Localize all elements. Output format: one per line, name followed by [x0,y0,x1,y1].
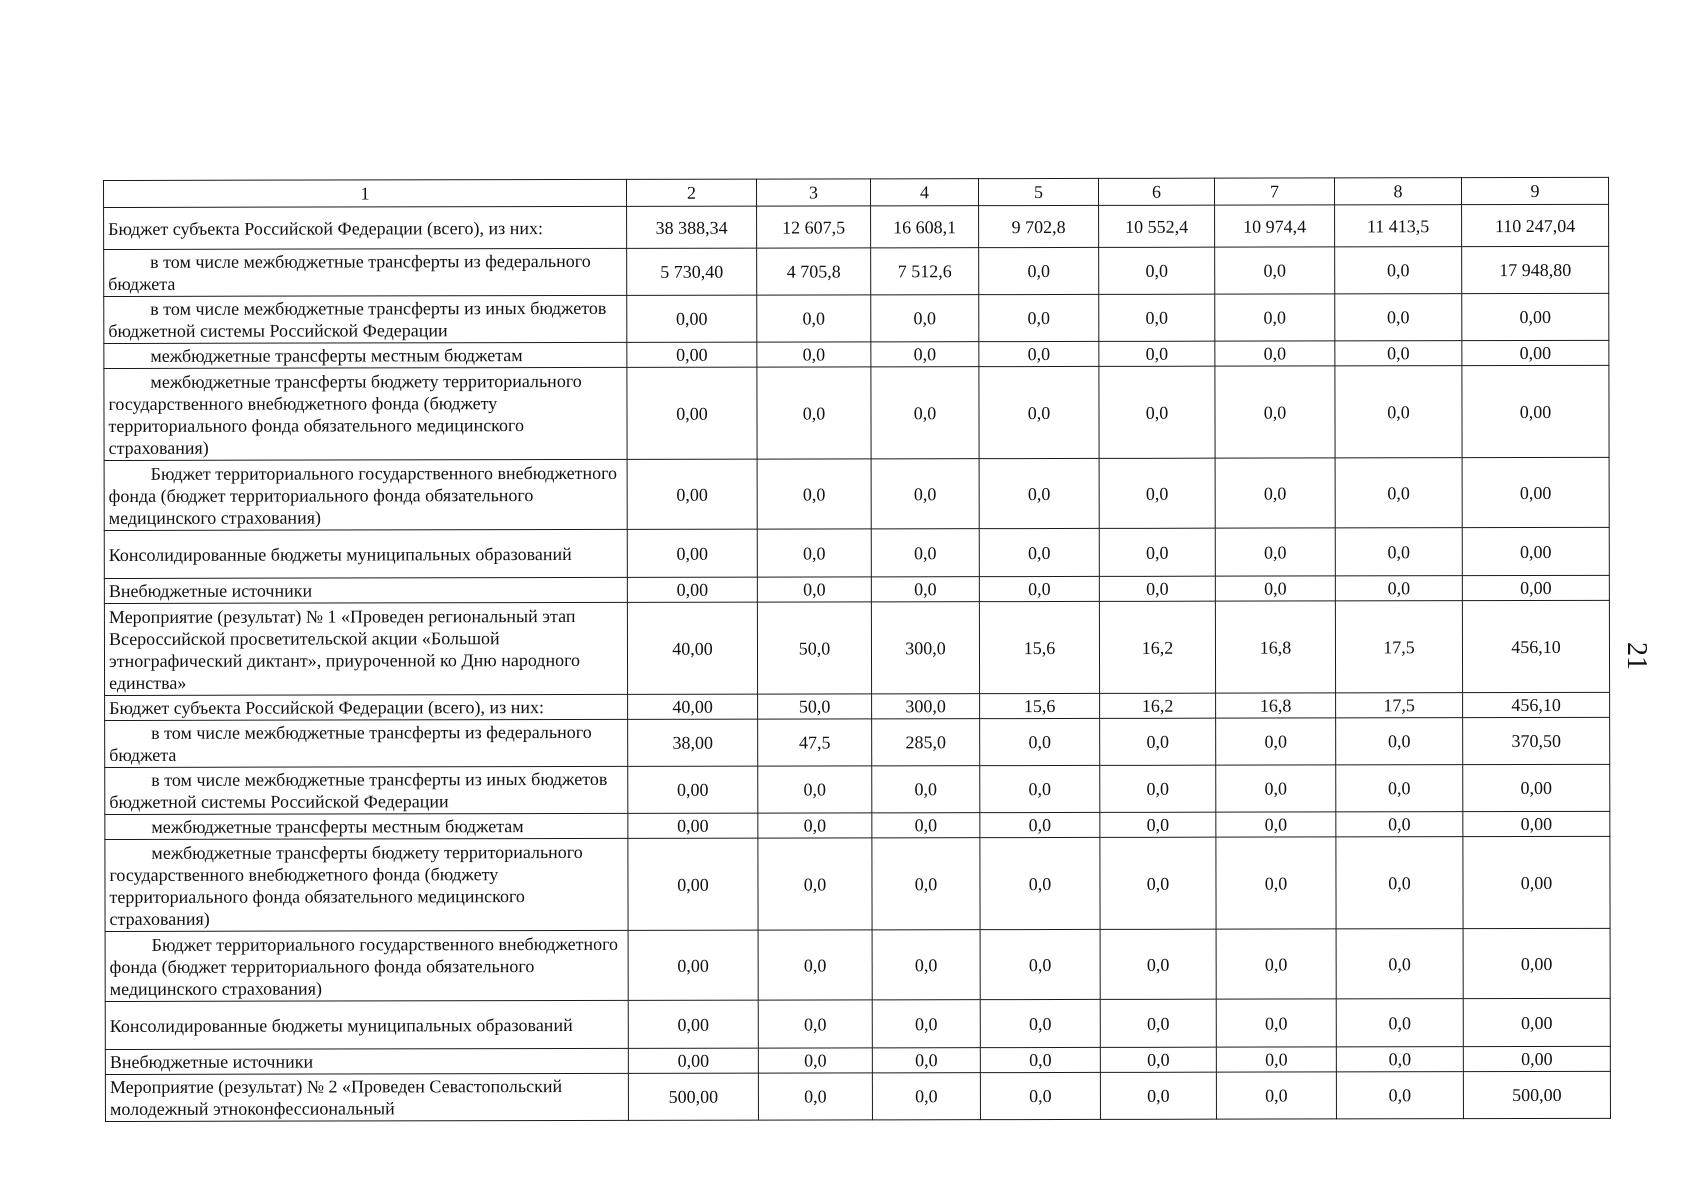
value-cell: 0,0 [980,812,1100,837]
value-cell: 0,0 [1099,247,1215,294]
value-cell: 0,00 [627,342,757,367]
value-cell: 0,0 [1215,528,1335,576]
table-row [104,365,1609,460]
table-body [104,177,1611,1121]
value-cell: 0,0 [1215,458,1335,528]
value-cell: 0,0 [871,459,979,529]
table-row [104,600,1609,695]
row-label-text: в том числе межбюджетные трансферты из иных бюджетов бюджетной системы Российской Федерации [109,768,608,812]
value-cell: 0,00 [628,838,758,930]
value-cell: 370,50 [1463,717,1610,764]
value-cell: 0,00 [1463,811,1610,836]
table-row [105,692,1610,720]
value-cell: 0,0 [980,765,1100,812]
table-row [105,928,1610,1001]
value-cell: 0,0 [758,838,872,930]
value-cell: 0,0 [1216,929,1336,999]
value-cell: 50,0 [757,602,871,694]
value-cell: 38 388,34 [627,206,757,248]
value-cell: 0,0 [757,342,871,367]
value-cell: 0,0 [1099,576,1215,601]
value-cell: 0,00 [628,1000,758,1048]
value-cell: 0,0 [1100,999,1216,1047]
value-cell: 0,0 [1099,458,1215,528]
value-cell: 16,8 [1216,693,1336,718]
value-cell: 0,00 [627,459,757,529]
table-row [104,575,1609,603]
value-cell: 0,0 [758,1073,872,1120]
value-cell: 300,0 [872,694,980,719]
value-cell: 0,0 [1100,812,1216,837]
row-label [105,813,628,839]
row-label-text: Бюджет территориального государственного внебюджетного фонда (бюджет территориального фонда обязательного медицинского страхования) [108,462,618,528]
value-cell: 0,00 [1462,365,1609,457]
row-label-text: Консолидированные бюджеты муниципальных образований [108,543,572,565]
value-cell: 0,0 [757,459,871,529]
header-row [104,177,1609,207]
value-cell: 0,0 [1335,341,1462,366]
value-cell: 40,00 [627,602,757,694]
row-label-text: Бюджет субъекта Российской Федерации (всего), из них: [109,697,545,718]
table-row [104,457,1609,530]
column-header: 8 [1334,178,1461,205]
value-cell: 0,0 [979,576,1099,601]
value-cell: 110 247,04 [1462,204,1609,246]
row-label [105,1073,628,1121]
table-row [105,998,1610,1049]
row-label [104,367,627,460]
value-cell: 0,0 [758,1000,872,1048]
column-header: 1 [104,179,627,207]
row-label-text: межбюджетные трансферты бюджету территориального государственного внебюджетного фонда (бюджету территориального фонда обязательного медицинского страхования) [109,841,583,929]
value-cell: 16,8 [1215,601,1335,693]
value-cell: 0,00 [627,295,757,342]
value-cell: 0,0 [1336,812,1463,837]
value-cell: 0,0 [980,837,1100,929]
value-cell: 0,00 [1462,527,1609,575]
value-cell: 0,00 [1463,998,1610,1046]
value-cell: 0,0 [1336,999,1463,1047]
value-cell: 500,00 [1463,1071,1610,1118]
value-cell: 15,6 [979,601,1099,693]
value-cell: 0,0 [872,766,980,813]
row-label [104,295,627,343]
value-cell: 0,0 [1216,837,1336,929]
value-cell: 0,0 [1099,294,1215,341]
value-cell: 0,0 [757,295,871,342]
value-cell: 285,0 [872,719,980,766]
row-label [105,1048,628,1074]
value-cell: 0,00 [1462,575,1609,600]
value-cell: 0,0 [1215,576,1335,601]
value-cell: 0,00 [628,1048,758,1073]
value-cell: 0,0 [1099,528,1215,576]
value-cell: 0,0 [1216,812,1336,837]
value-cell: 0,0 [872,813,980,838]
value-cell: 0,00 [627,367,757,459]
value-cell: 7 512,6 [871,248,979,295]
value-cell: 0,0 [871,529,979,577]
value-cell: 0,0 [871,342,979,367]
value-cell: 0,0 [1335,576,1462,601]
value-cell: 0,0 [1335,247,1462,294]
value-cell: 0,0 [757,577,871,602]
value-cell: 0,0 [1216,1072,1336,1119]
value-cell: 0,0 [979,247,1099,294]
value-cell: 0,0 [1216,718,1336,765]
row-label [104,248,627,296]
value-cell: 0,00 [1463,836,1610,928]
row-label-text: Мероприятие (результат) № 1 «Проведен региональный этап Всероссийской просветительской акции «Большой этнографический диктант», приуроченной ко Дню народного единства» [108,605,581,693]
value-cell: 0,0 [1335,458,1462,528]
value-cell: 0,0 [871,577,979,602]
row-label-text: межбюджетные трансферты местным бюджетам [150,345,523,366]
value-cell: 0,0 [1335,294,1462,341]
value-cell: 16 608,1 [871,206,979,248]
value-cell: 15,6 [980,693,1100,718]
value-cell: 10 974,4 [1215,205,1335,247]
value-cell: 0,0 [758,766,872,813]
value-cell: 10 552,4 [1099,205,1215,247]
column-header: 2 [626,179,756,206]
value-cell: 0,0 [1216,1047,1336,1072]
value-cell: 47,5 [758,719,872,766]
row-label [104,577,627,603]
value-cell: 17,5 [1336,693,1463,718]
table-row [105,1046,1610,1074]
value-cell: 0,0 [758,813,872,838]
value-cell: 12 607,5 [757,206,871,248]
value-cell: 0,00 [1463,764,1610,811]
row-label-text: в том числе межбюджетные трансферты из федерального бюджета [109,721,592,765]
row-label [105,766,628,814]
value-cell: 0,0 [872,930,980,1000]
value-cell: 0,00 [628,813,758,838]
value-cell: 0,0 [1100,1072,1216,1119]
value-cell: 0,00 [628,766,758,813]
row-label [104,206,627,249]
row-label [105,930,628,1001]
value-cell: 16,2 [1099,601,1215,693]
value-cell: 0,0 [1100,765,1216,812]
value-cell: 5 730,40 [627,248,757,295]
value-cell: 456,10 [1463,692,1610,717]
value-cell: 0,00 [1462,457,1609,527]
row-label [105,838,628,931]
table-row [104,204,1609,249]
value-cell: 0,0 [980,999,1100,1047]
table-row [105,836,1610,931]
value-cell: 0,0 [1336,765,1463,812]
value-cell: 0,0 [872,838,980,930]
value-cell: 0,00 [628,930,758,1000]
row-label-text: Внебюджетные источники [108,580,313,601]
value-cell: 0,0 [980,1047,1100,1072]
value-cell: 0,0 [980,929,1100,999]
value-cell: 0,0 [758,1048,872,1073]
table-row [104,246,1609,296]
value-cell: 0,0 [979,294,1099,341]
value-cell: 11 413,5 [1335,205,1462,247]
value-cell: 0,0 [1336,1047,1463,1072]
value-cell: 0,00 [627,529,757,577]
column-header: 6 [1098,178,1214,205]
value-cell: 0,0 [871,295,979,342]
value-cell: 0,00 [1463,1046,1610,1071]
value-cell: 0,0 [1335,366,1462,458]
value-cell: 0,0 [1100,837,1216,929]
value-cell: 4 705,8 [757,248,871,295]
value-cell: 0,0 [1215,366,1335,458]
value-cell: 0,0 [1336,718,1463,765]
column-header: 9 [1461,177,1608,204]
value-cell: 0,0 [1216,999,1336,1047]
row-label [105,1000,628,1049]
table-row [105,717,1610,767]
value-cell: 0,0 [872,1000,980,1048]
value-cell: 0,0 [872,1048,980,1073]
column-header: 5 [978,178,1098,205]
column-header: 7 [1214,178,1334,205]
value-cell: 0,0 [980,718,1100,765]
value-cell: 0,00 [1462,293,1609,340]
value-cell: 0,0 [1336,1072,1463,1119]
value-cell: 0,0 [980,1072,1100,1119]
value-cell: 0,0 [1335,528,1462,576]
value-cell: 0,00 [1462,340,1609,365]
value-cell: 0,0 [1216,765,1336,812]
value-cell: 0,0 [757,367,871,459]
row-label-text: межбюджетные трансферты местным бюджетам [151,816,524,837]
row-label [105,694,628,720]
value-cell: 500,00 [628,1073,758,1120]
value-cell: 16,2 [1100,693,1216,718]
value-cell: 456,10 [1462,600,1609,692]
value-cell: 0,0 [1100,718,1216,765]
value-cell: 0,0 [1099,341,1215,366]
table-row [104,340,1609,368]
value-cell: 0,00 [627,577,757,602]
page-number: 21 [1621,642,1652,670]
value-cell: 0,0 [979,528,1099,576]
value-cell: 40,00 [628,694,758,719]
column-header: 3 [756,179,870,206]
table-row [105,764,1610,814]
value-cell: 38,00 [628,719,758,766]
value-cell: 0,0 [979,341,1099,366]
column-header: 4 [870,179,978,206]
row-label [104,459,627,530]
row-label [104,529,627,578]
value-cell: 0,0 [1099,366,1215,458]
row-label-text: Консолидированные бюджеты муниципальных образований [109,1014,573,1036]
row-label-text: Бюджет субъекта Российской Федерации (всего), из них: [108,217,544,239]
row-label-text: Внебюджетные источники [109,1051,314,1072]
budget-table [103,177,1611,1122]
row-label [105,719,628,767]
table-row [104,293,1609,343]
table-row [105,811,1610,839]
value-cell: 0,0 [1336,929,1463,999]
value-cell: 0,0 [1100,1047,1216,1072]
value-cell: 0,0 [979,458,1099,528]
table-row [104,527,1609,578]
value-cell: 0,0 [1215,247,1335,294]
value-cell: 17,5 [1335,601,1462,693]
value-cell: 0,0 [1336,837,1463,929]
row-label-text: в том числе межбюджетные трансферты из иных бюджетов бюджетной системы Российской Федерации [108,297,607,341]
value-cell: 0,0 [1100,929,1216,999]
value-cell: 0,0 [758,930,872,1000]
row-label-text: Бюджет территориального государственного внебюджетного фонда (бюджет территориального фонда обязательного медицинского страхования) [109,933,619,999]
value-cell: 0,0 [979,366,1099,458]
row-label-text: в том числе межбюджетные трансферты из федерального бюджета [108,250,591,294]
row-label-text: Мероприятие (результат) № 2 «Проведен Севастопольский молодежный этноконфессиональный [109,1076,563,1119]
value-cell: 300,0 [871,602,979,694]
table-row [105,1071,1610,1121]
row-label [104,602,627,695]
value-cell: 9 702,8 [979,205,1099,247]
value-cell: 0,0 [1215,294,1335,341]
value-cell: 17 948,80 [1462,246,1609,293]
row-label-text: межбюджетные трансферты бюджету территориального государственного внебюджетного фонда (бюджету территориального фонда обязательного медицинского страхования) [108,370,582,458]
row-label [104,342,627,368]
value-cell: 0,0 [757,529,871,577]
value-cell: 0,0 [1215,341,1335,366]
value-cell: 50,0 [758,694,872,719]
value-cell: 0,00 [1463,928,1610,998]
value-cell: 0,0 [872,1073,980,1120]
value-cell: 0,0 [871,367,979,459]
